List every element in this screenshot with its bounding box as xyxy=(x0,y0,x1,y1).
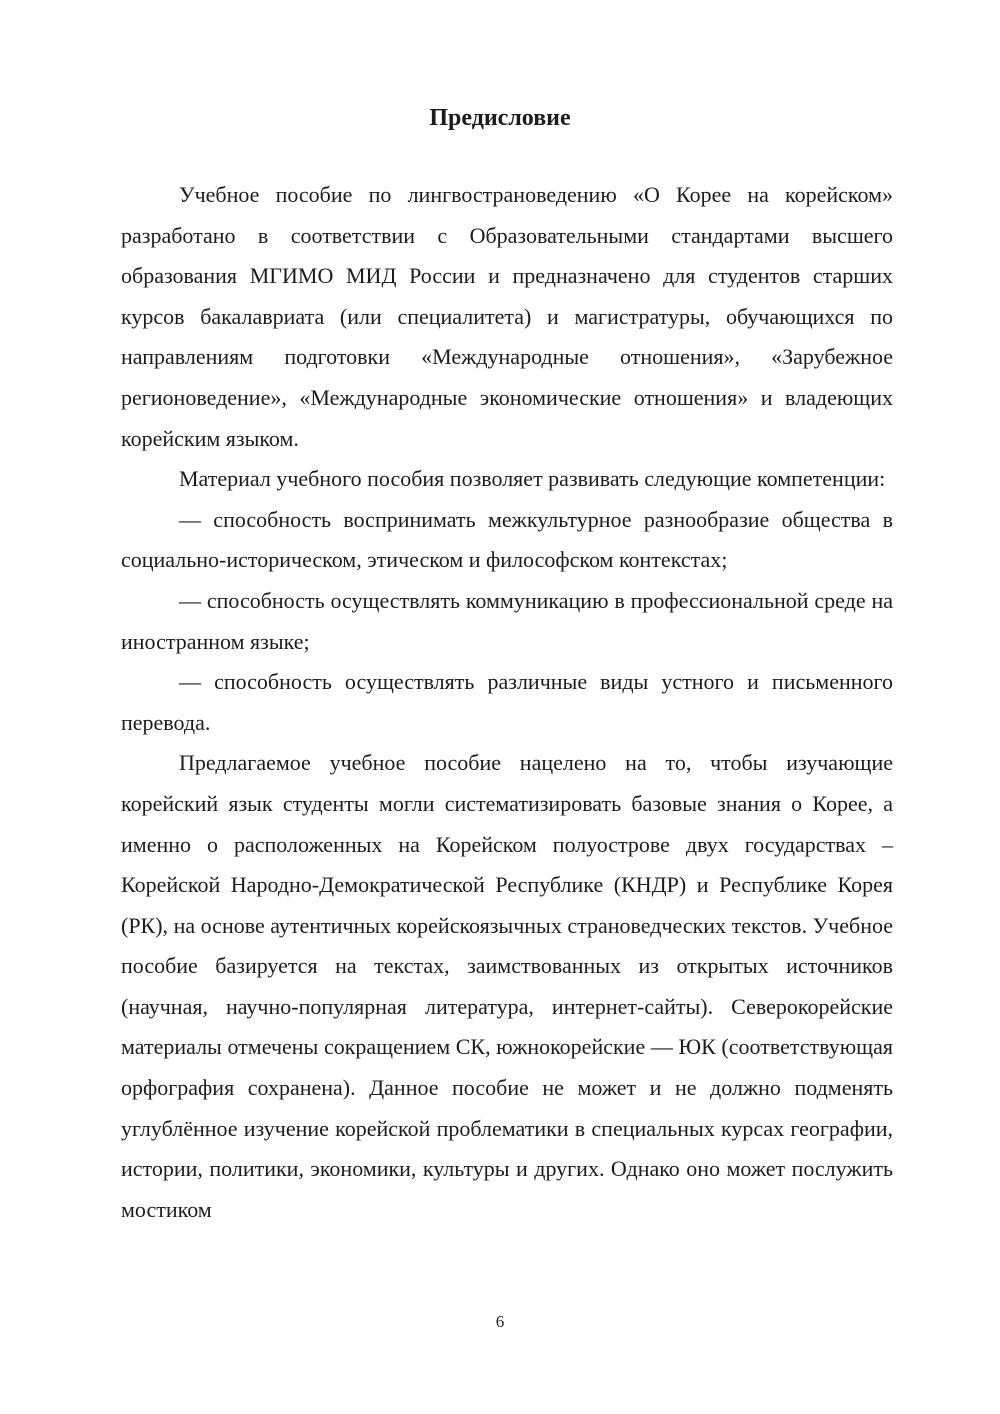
list-item-communication: — способность осуществлять коммуникацию в профессиональной среде на иностранном языке; xyxy=(121,587,893,654)
list-item-intercultural: — способность воспринимать межкультурное разнообразие общества в социально-историческом, этическом и философском контекстах; xyxy=(121,506,893,573)
paragraph-competencies: Материал учебного пособия позволяет развивать следующие компетенции: xyxy=(179,466,886,492)
body-text xyxy=(121,175,893,1230)
paragraph-intro: Учебное пособие по лингвострановедению «О Корее на корейском» разработано в соответствии с Образовательными стандартами высшего образования МГИМО МИД России и предназначено для студентов старших курсов бакалавриата (или специалитета) и магистратуры, обучающихся по направлениям подготовки «Международные отношения», «Зарубежное регионоведение», «Международные экономические отношения» и владеющих корейским языком. xyxy=(121,182,893,451)
page-title: Предисловие xyxy=(429,105,571,131)
list-item-translation: — способность осуществлять различные виды устного и письменного перевода. xyxy=(121,669,893,735)
paragraph-purpose: Предлагаемое учебное пособие нацелено на то, чтобы изучающие корейский язык студенты могли систематизировать базовые знания о Корее, а именно о расположенных на Корейском полуострове двух государствах – Корейской Народно-Демократической Республике (КНДР) и Республике Корея (РК), на основе аутентичных корейскоязычных страноведческих текстов. Учебное пособие базируется на текстах, заимствованных из открытых источников (научная, научно-популярная литература, интернет-сайты). Северокорейские материалы отмечены сокращением СК, южнокорейские — ЮК (соответствующая орфография сохранена). Данное пособие не может и не должно подменять углублённое изучение корейской проблематики в специальных курсах географии, истории, политики, экономики, культуры и других. Однако оно может послужить мостиком xyxy=(121,750,893,1222)
page-number: 6 xyxy=(495,1312,505,1331)
